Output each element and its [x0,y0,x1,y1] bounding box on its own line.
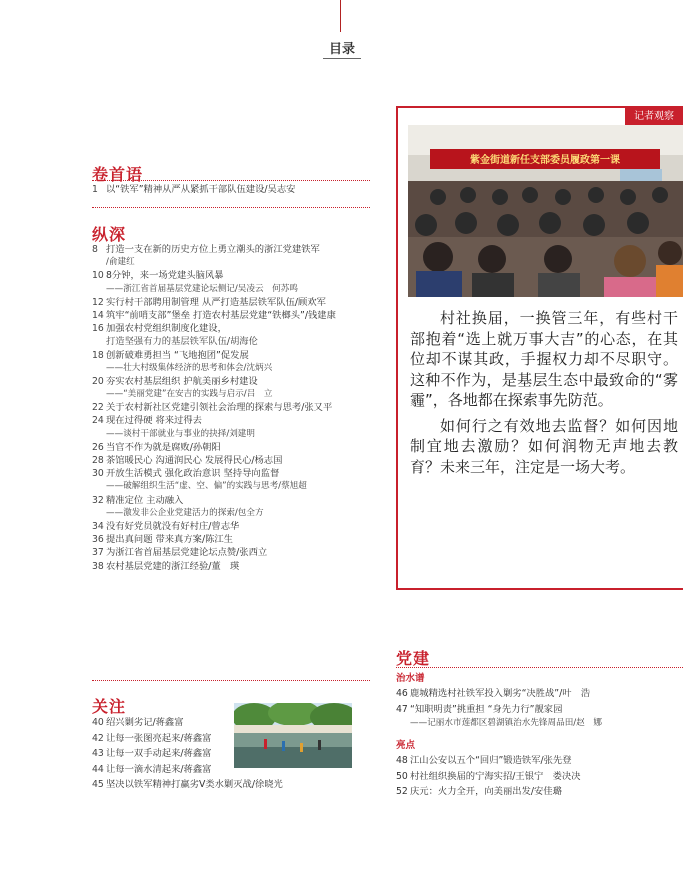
toc-page-number: 20 [92,375,104,387]
toc-item-author: /钱建康 [304,309,336,321]
toc-item-title: 以“铁军”精神从严从紧抓干部队伍建设 [106,184,265,195]
toc-item-subline: ——记丽水市莲都区碧湖镇治水先锋周品田/赵 娜 [410,718,602,728]
toc-item-subline: ——壮大村级集体经济的思考和体会/沈炳兴 [106,362,273,373]
toc-item-author: /吴志安 [264,184,296,195]
toc-item-title: 提出真问题 带来真方案 [106,534,202,546]
toc-item-author: /安佳璐 [530,786,562,797]
toc-item[interactable] [396,685,602,701]
section-title-guanzhu: 关注 [92,697,127,716]
toc-item-title: 让每一滴水清起来 [106,763,181,775]
toc-dangjian-group2 [396,752,581,799]
toc-juanshouyu [92,184,295,197]
toc-item-title: 当官不作为就是腐败 [106,441,190,453]
toc-item-title: 现在过得硬 将来过得去 [106,415,202,427]
toc-item-subline: 打造坚强有力的基层铁军队伍/胡海伦 [106,336,258,348]
toc-page-number: 10 [92,270,104,282]
toc-item[interactable] [396,783,581,799]
toc-item[interactable] [92,415,336,428]
toc-item-title: 夯实农村基层组织 护航美丽乡村建设 [106,375,258,387]
toc-page-number: 18 [92,349,104,361]
toc-page-number: 52 [396,786,408,797]
section-divider [92,680,370,681]
toc-item[interactable] [92,270,336,283]
toc-page-number: 48 [396,755,408,766]
toc-item-author: /蒋鑫富 [180,763,212,775]
toc-item-author: /张先登 [540,755,572,766]
toc-page-number: 22 [92,402,104,414]
toc-item[interactable] [92,468,336,481]
toc-item-subline: ——“美丽党建”在安吉的实践与启示/吕 立 [106,389,273,400]
toc-item-author: /孙朝阳 [189,441,221,453]
toc-page-number: 50 [396,770,408,782]
toc-item[interactable] [92,244,336,257]
toc-page-number: 36 [92,534,104,546]
toc-item-title: 关于农村新社区党建引领社会治理的探索与思考 [106,402,302,414]
section-title-zongshen: 纵深 [92,225,127,244]
subsection-title-liangdian: 亮点 [396,740,416,751]
toc-zongshen [92,244,336,574]
toc-item-title: 让每一双手动起来 [106,748,181,759]
toc-item-title: 精准定位 主动融入 [106,494,184,506]
toc-item-title: 开放生活模式 强化政治意识 坚持导向监督 [106,468,280,480]
toc-item-author: /陈江生 [201,534,233,546]
reporter-observation-box [396,106,683,590]
toc-page-number: 8 [92,244,98,255]
toc-item[interactable] [92,547,336,560]
toc-item[interactable] [92,442,336,455]
section-divider [92,180,370,181]
toc-item-title: 江山公安以五个“回归”锻造铁军 [410,755,541,766]
toc-page-number: 12 [92,296,104,308]
toc-page-number: 34 [92,520,104,532]
toc-item-subline: ——浙江省首届基层党建论坛侧记/吴凌云 何苏鸣 [106,283,298,294]
toc-item[interactable] [92,495,336,508]
toc-item-subline: ——激发非公企业党建活力的探索/包全方 [106,507,264,518]
toc-item[interactable] [396,701,602,717]
feature-paragraph: 村社换届，一换管三年，有些村干部抱着“选上就万事大吉”的心态，在其位却不谋其政，手握权力却不尽职守。这种不作为，是基层生态中最致命的“雾霾”，各地都在探索事先防范。 [410,309,678,409]
toc-page-number: 47 [396,703,408,715]
toc-item-title: 8分钟，来一场党建头脑风暴 [106,270,224,282]
toc-item-author: /叶 浩 [559,688,591,699]
subsection-title-zhishuipu: 治水谱 [396,673,425,684]
toc-page-number: 42 [92,732,104,744]
toc-item-title: 村社组织换届的宁海实招 [410,770,513,782]
toc-item-title: 坚决以铁军精神打赢劣Ⅴ类水剿灭战 [106,779,252,790]
toc-page-number: 14 [92,309,104,321]
toc-item-title: 创新破难勇担当 “飞地抱团”促发展 [106,349,249,361]
meeting-banner-text: 紫金街道新任支部委员履政第一课 [470,155,620,166]
toc-item-author: /董 瑛 [208,560,240,572]
toc-item-author: /张又平 [301,402,333,414]
toc-item-subline: ——谈村干部就业与事业的抉择/刘建明 [106,428,255,439]
toc-item[interactable] [92,184,295,197]
toc-dangjian-group1 [396,685,602,732]
toc-item-title: 为浙江省首届基层党建论坛点赞 [106,547,237,559]
toc-item-author: /蒋鑫富 [180,732,212,744]
title-underline [323,58,361,59]
toc-item[interactable] [92,297,336,310]
toc-item[interactable] [92,310,336,323]
toc-item-subline: ——破解组织生活“虚、空、偏”的实践与思考/蔡旭超 [106,481,307,492]
section-title-juanshouyu: 卷首语 [92,165,144,184]
section-divider [92,207,370,208]
toc-item-title: 鹿城精选村社铁军投入剿劣“决胜战” [410,688,560,699]
toc-item[interactable] [92,350,336,363]
toc-item-author: /曾志华 [208,520,240,532]
feature-body [410,308,678,477]
toc-page-number: 45 [92,779,104,790]
toc-item[interactable] [92,323,336,336]
toc-item-author: /张西立 [236,547,268,559]
toc-item-title: 让每一张图亮起来 [106,732,181,744]
toc-item[interactable] [92,455,336,468]
top-divider-tick [340,0,341,32]
meeting-photo [408,125,683,297]
feature-paragraph: 如何行之有效地去监督？如何因地制宜地去激励？如何润物无声地去教育？未来三年，注定是一场大考。 [410,416,678,476]
toc-page-number: 32 [92,494,104,506]
toc-page-number: 30 [92,468,104,480]
toc-page-number: 1 [92,184,98,195]
toc-item[interactable] [92,402,336,415]
toc-item-author: /蒋鑫富 [180,748,212,759]
toc-page-number: 37 [92,547,104,559]
toc-item-title: “知职明责”挑重担 “身先力行”靓家园 [410,703,563,715]
toc-item-author: /杨志国 [251,455,283,466]
section-divider [396,667,683,668]
toc-item[interactable] [92,561,336,574]
toc-page-number: 43 [92,748,104,759]
toc-item[interactable] [92,534,336,547]
toc-item-title: 实行村干部聘用制管理 从严打造基层铁军队伍 [106,296,295,308]
toc-item-author: /蒋鑫富 [152,717,184,728]
toc-item[interactable] [92,779,283,795]
toc-item-title: 庆元：火力全开，向美丽出发 [410,786,531,797]
page-title: 目录 [328,42,355,57]
toc-page-number: 16 [92,323,104,335]
toc-item-author: /徐晓光 [251,779,283,790]
toc-item-title: 农村基层党建的浙江经验 [106,560,209,572]
toc-item-subline: /俞建红 [106,257,135,268]
toc-item[interactable] [92,521,336,534]
toc-page-number: 44 [92,763,104,775]
toc-item[interactable] [92,376,336,389]
toc-page-number: 26 [92,441,104,453]
toc-item-title: 茶馆暖民心 沟通润民心 发展得民心 [106,455,252,466]
river-cleanup-photo [234,703,352,768]
toc-item-author: /王银宁 娄决决 [512,770,581,782]
toc-item-title: 绍兴剿劣记 [106,717,153,728]
feature-tag: 记者观察 [625,108,683,126]
toc-page-number: 38 [92,560,104,572]
toc-page-number: 28 [92,455,104,466]
toc-item-title: 没有好党员就没有好村庄 [106,520,209,532]
toc-page-number: 24 [92,415,104,427]
toc-page-number: 40 [92,717,104,728]
toc-item[interactable] [396,768,581,784]
toc-page-number: 46 [396,688,408,699]
section-title-dangjian: 党建 [396,649,431,668]
toc-item-title: 打造一支在新的历史方位上勇立潮头的浙江党建铁军 [106,244,320,255]
toc-item-title: 加强农村党组织制度化建设， [106,323,227,335]
toc-item-author: /顾欢军 [294,296,326,308]
toc-item-title: 筑牢“前哨支部”堡垒 打造农村基层党建“铁榔头” [106,309,305,321]
toc-item[interactable] [396,752,581,768]
